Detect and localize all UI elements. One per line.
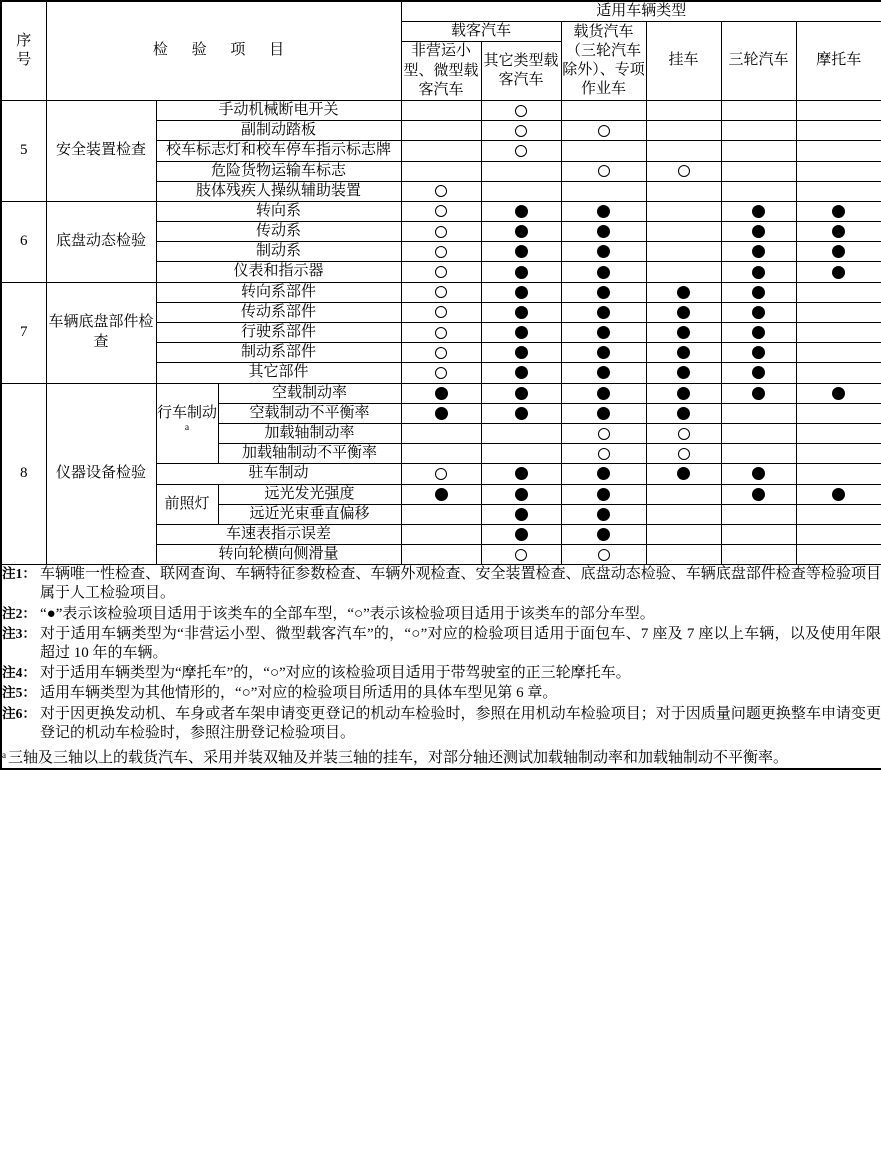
mark-cell-c0	[401, 423, 481, 443]
mark-cell-c2	[561, 222, 646, 242]
mark-cell-c0	[401, 545, 481, 565]
mark-open-icon	[435, 205, 447, 217]
mark-open-icon	[435, 327, 447, 339]
mark-cell-c5	[796, 141, 881, 161]
header-seq: 序号	[1, 1, 46, 100]
note-item	[2, 684, 881, 703]
mark-open-icon	[598, 125, 610, 137]
table-row	[1, 383, 881, 403]
mark-cell-c3	[646, 100, 721, 120]
mark-cell-c2	[561, 343, 646, 363]
mark-full-icon	[752, 205, 765, 218]
mark-full-icon	[677, 306, 690, 319]
mark-cell-c3	[646, 161, 721, 181]
mark-cell-c2	[561, 141, 646, 161]
mark-full-icon	[597, 528, 610, 541]
mark-full-icon	[597, 286, 610, 299]
mark-cell-c5	[796, 121, 881, 141]
mark-cell-c3	[646, 201, 721, 221]
mark-cell-c5	[796, 242, 881, 262]
mark-full-icon	[832, 225, 845, 238]
mark-cell-c4	[721, 100, 796, 120]
notes-cell	[1, 565, 881, 769]
mark-cell-c5	[796, 323, 881, 343]
inspection-item-label: 制动系	[156, 242, 401, 262]
mark-cell-c4	[721, 222, 796, 242]
header-passenger-group: 载客汽车	[401, 22, 561, 42]
inspection-item-label: 副制动踏板	[156, 121, 401, 141]
header-col-other-passenger: 其它类型载客汽车	[481, 42, 561, 101]
mark-cell-c1	[481, 524, 561, 544]
subgroup-label: 行车制动$^a$	[156, 383, 218, 464]
inspection-item-label: 其它部件	[156, 363, 401, 383]
mark-cell-c4	[721, 363, 796, 383]
mark-full-icon	[515, 528, 528, 541]
mark-cell-c4	[721, 161, 796, 181]
mark-cell-c4	[721, 141, 796, 161]
mark-cell-c4	[721, 484, 796, 504]
mark-cell-c4	[721, 403, 796, 423]
mark-cell-c5	[796, 444, 881, 464]
mark-open-icon	[598, 549, 610, 561]
mark-cell-c5	[796, 222, 881, 242]
mark-cell-c1	[481, 464, 561, 484]
mark-cell-c4	[721, 524, 796, 544]
mark-cell-c0	[401, 201, 481, 221]
mark-full-icon	[597, 346, 610, 359]
mark-cell-c1	[481, 302, 561, 322]
mark-cell-c1	[481, 363, 561, 383]
mark-cell-c0	[401, 484, 481, 504]
mark-cell-c3	[646, 545, 721, 565]
note-item	[2, 705, 881, 743]
mark-open-icon	[435, 306, 447, 318]
section-seq-6: 6	[1, 201, 46, 282]
mark-cell-c0	[401, 323, 481, 343]
note-text: 车辆唯一性检查、联网查询、车辆特征参数检查、车辆外观检查、安全装置检查、底盘动态检验、车辆底盘部件检查等检验项目属于人工检验项目。	[39, 566, 881, 602]
mark-full-icon	[515, 346, 528, 359]
mark-full-icon	[752, 326, 765, 339]
mark-full-icon	[752, 225, 765, 238]
mark-cell-c5	[796, 464, 881, 484]
mark-full-icon	[597, 245, 610, 258]
mark-full-icon	[752, 387, 765, 400]
mark-open-icon	[598, 165, 610, 177]
table-footnote	[2, 749, 881, 768]
mark-full-icon	[515, 508, 528, 521]
inspection-item-label: 危险货物运输车标志	[156, 161, 401, 181]
note-item	[2, 565, 881, 603]
mark-full-icon	[515, 286, 528, 299]
mark-cell-c0	[401, 343, 481, 363]
mark-cell-c3	[646, 504, 721, 524]
mark-full-icon	[752, 467, 765, 480]
notes-container	[2, 565, 881, 768]
mark-cell-c0	[401, 403, 481, 423]
mark-cell-c5	[796, 100, 881, 120]
mark-cell-c0	[401, 161, 481, 181]
mark-open-icon	[435, 226, 447, 238]
mark-cell-c1	[481, 423, 561, 443]
mark-full-icon	[597, 488, 610, 501]
mark-full-icon	[515, 306, 528, 319]
inspection-item-label: 行驶系部件	[156, 323, 401, 343]
mark-full-icon	[752, 366, 765, 379]
mark-cell-c3	[646, 383, 721, 403]
note-text: 对于因更换发动机、车身或者车架申请变更登记的机动车检验时，参照在用机动车检验项目；对于因质量问题更换整车申请变更登记的机动车检验时，参照注册登记检验项目。	[39, 705, 881, 741]
mark-full-icon	[435, 488, 448, 501]
header-col-small-passenger: 非营运小型、微型载客汽车	[401, 42, 481, 101]
mark-cell-c1	[481, 242, 561, 262]
mark-cell-c5	[796, 383, 881, 403]
footnote-text: 三轴及三轴以上的载货汽车、采用并装双轴及并装三轴的挂车，对部分轴还测试加载轴制动率和加载轴制动不平衡率。	[8, 749, 789, 766]
mark-cell-c5	[796, 524, 881, 544]
mark-full-icon	[515, 387, 528, 400]
mark-open-icon	[515, 145, 527, 157]
mark-full-icon	[515, 245, 528, 258]
mark-cell-c2	[561, 504, 646, 524]
mark-full-icon	[832, 488, 845, 501]
mark-cell-c3	[646, 222, 721, 242]
mark-cell-c1	[481, 484, 561, 504]
mark-cell-c3	[646, 302, 721, 322]
inspection-item-label: 仪表和指示器	[156, 262, 401, 282]
mark-cell-c2	[561, 545, 646, 565]
mark-cell-c4	[721, 201, 796, 221]
mark-open-icon	[435, 286, 447, 298]
section-group-label: 安全装置检查	[46, 100, 156, 201]
mark-cell-c3	[646, 524, 721, 544]
mark-full-icon	[752, 286, 765, 299]
mark-open-icon	[678, 165, 690, 177]
mark-cell-c5	[796, 282, 881, 302]
mark-cell-c5	[796, 403, 881, 423]
mark-cell-c0	[401, 181, 481, 201]
table-notes	[1, 565, 881, 769]
mark-full-icon	[677, 467, 690, 480]
note-key: 注4：	[2, 665, 36, 681]
mark-cell-c3	[646, 282, 721, 302]
mark-cell-c3	[646, 423, 721, 443]
mark-cell-c2	[561, 423, 646, 443]
mark-cell-c1	[481, 323, 561, 343]
table-header	[1, 1, 881, 100]
mark-cell-c0	[401, 262, 481, 282]
inspection-item-label: 空载制动不平衡率	[218, 403, 401, 423]
mark-full-icon	[515, 366, 528, 379]
mark-open-icon	[435, 367, 447, 379]
mark-full-icon	[597, 205, 610, 218]
inspection-item-label: 校车标志灯和校车停车指示标志牌	[156, 141, 401, 161]
mark-full-icon	[597, 508, 610, 521]
mark-cell-c4	[721, 343, 796, 363]
mark-cell-c3	[646, 323, 721, 343]
mark-cell-c3	[646, 444, 721, 464]
mark-open-icon	[515, 105, 527, 117]
mark-cell-c0	[401, 444, 481, 464]
mark-cell-c2	[561, 181, 646, 201]
mark-cell-c5	[796, 161, 881, 181]
mark-full-icon	[832, 387, 845, 400]
inspection-item-label: 加载轴制动率	[218, 423, 401, 443]
note-text: 适用车辆类型为其他情形的，“○”对应的检验项目所适用的具体车型见第 6 章。	[39, 685, 558, 702]
mark-cell-c1	[481, 343, 561, 363]
header-col-trailer: 挂车	[646, 22, 721, 101]
mark-cell-c4	[721, 383, 796, 403]
note-key: 注3：	[2, 625, 36, 641]
mark-cell-c3	[646, 242, 721, 262]
mark-full-icon	[515, 266, 528, 279]
mark-cell-c3	[646, 141, 721, 161]
mark-cell-c1	[481, 100, 561, 120]
mark-cell-c4	[721, 545, 796, 565]
mark-full-icon	[677, 346, 690, 359]
mark-full-icon	[832, 205, 845, 218]
mark-open-icon	[598, 428, 610, 440]
table-row	[1, 100, 881, 120]
mark-full-icon	[515, 467, 528, 480]
subgroup-label: 前照灯	[156, 484, 218, 524]
mark-cell-c0	[401, 464, 481, 484]
mark-cell-c0	[401, 363, 481, 383]
mark-cell-c2	[561, 302, 646, 322]
table-row	[1, 201, 881, 221]
mark-cell-c4	[721, 423, 796, 443]
mark-cell-c4	[721, 323, 796, 343]
mark-cell-c3	[646, 343, 721, 363]
mark-open-icon	[435, 246, 447, 258]
mark-cell-c5	[796, 262, 881, 282]
inspection-item-label: 传动系	[156, 222, 401, 242]
mark-cell-c4	[721, 444, 796, 464]
mark-full-icon	[435, 387, 448, 400]
note-item	[2, 625, 881, 663]
section-group-label: 仪器设备检验	[46, 383, 156, 565]
mark-cell-c2	[561, 262, 646, 282]
mark-cell-c0	[401, 222, 481, 242]
mark-cell-c5	[796, 504, 881, 524]
mark-cell-c2	[561, 383, 646, 403]
mark-open-icon	[435, 468, 447, 480]
mark-cell-c1	[481, 444, 561, 464]
table-body	[1, 100, 881, 564]
mark-cell-c1	[481, 504, 561, 524]
inspection-item-label: 转向轮横向侧滑量	[156, 545, 401, 565]
mark-open-icon	[435, 185, 447, 197]
mark-cell-c4	[721, 121, 796, 141]
mark-cell-c4	[721, 302, 796, 322]
section-seq-8: 8	[1, 383, 46, 565]
mark-full-icon	[597, 306, 610, 319]
mark-cell-c5	[796, 545, 881, 565]
inspection-item-label: 远近光束垂直偏移	[218, 504, 401, 524]
mark-full-icon	[677, 366, 690, 379]
mark-full-icon	[752, 306, 765, 319]
mark-cell-c2	[561, 282, 646, 302]
header-row-top	[1, 1, 881, 22]
mark-cell-c4	[721, 464, 796, 484]
mark-open-icon	[515, 549, 527, 561]
mark-full-icon	[515, 488, 528, 501]
mark-full-icon	[752, 488, 765, 501]
mark-cell-c3	[646, 181, 721, 201]
inspection-item-label: 转向系	[156, 201, 401, 221]
mark-cell-c0	[401, 504, 481, 524]
mark-cell-c3	[646, 363, 721, 383]
mark-cell-c1	[481, 181, 561, 201]
inspection-item-label: 空载制动率	[218, 383, 401, 403]
subgroup-footnote-marker: a	[184, 423, 190, 434]
mark-cell-c1	[481, 201, 561, 221]
mark-cell-c4	[721, 504, 796, 524]
mark-full-icon	[597, 407, 610, 420]
header-col-three-wheel: 三轮汽车	[721, 22, 796, 101]
table-row	[1, 282, 881, 302]
mark-open-icon	[435, 347, 447, 359]
mark-cell-c1	[481, 121, 561, 141]
mark-cell-c2	[561, 242, 646, 262]
mark-cell-c2	[561, 363, 646, 383]
mark-cell-c0	[401, 302, 481, 322]
mark-open-icon	[598, 448, 610, 460]
mark-cell-c0	[401, 524, 481, 544]
mark-full-icon	[677, 286, 690, 299]
mark-full-icon	[677, 326, 690, 339]
section-seq-7: 7	[1, 282, 46, 383]
mark-cell-c3	[646, 121, 721, 141]
mark-full-icon	[597, 266, 610, 279]
mark-cell-c3	[646, 262, 721, 282]
section-group-label: 车辆底盘部件检查	[46, 282, 156, 383]
mark-full-icon	[515, 326, 528, 339]
mark-cell-c5	[796, 423, 881, 443]
mark-full-icon	[832, 245, 845, 258]
mark-cell-c2	[561, 121, 646, 141]
mark-cell-c2	[561, 201, 646, 221]
mark-cell-c0	[401, 141, 481, 161]
inspection-item-label: 手动机械断电开关	[156, 100, 401, 120]
mark-cell-c0	[401, 100, 481, 120]
mark-full-icon	[597, 366, 610, 379]
mark-cell-c5	[796, 201, 881, 221]
mark-open-icon	[515, 125, 527, 137]
mark-open-icon	[678, 448, 690, 460]
section-group-label: 底盘动态检验	[46, 201, 156, 282]
mark-full-icon	[435, 407, 448, 420]
mark-cell-c1	[481, 141, 561, 161]
mark-cell-c2	[561, 161, 646, 181]
mark-cell-c2	[561, 403, 646, 423]
inspection-item-label: 传动系部件	[156, 302, 401, 322]
mark-cell-c3	[646, 464, 721, 484]
mark-cell-c1	[481, 383, 561, 403]
mark-cell-c5	[796, 484, 881, 504]
mark-cell-c1	[481, 545, 561, 565]
mark-cell-c0	[401, 121, 481, 141]
mark-cell-c4	[721, 181, 796, 201]
mark-open-icon	[678, 428, 690, 440]
inspection-item-label: 制动系部件	[156, 343, 401, 363]
mark-full-icon	[597, 467, 610, 480]
mark-full-icon	[752, 245, 765, 258]
mark-full-icon	[515, 205, 528, 218]
mark-full-icon	[597, 326, 610, 339]
mark-cell-c3	[646, 484, 721, 504]
inspection-item-label: 加载轴制动不平衡率	[218, 444, 401, 464]
mark-cell-c0	[401, 242, 481, 262]
mark-full-icon	[752, 346, 765, 359]
footnote-marker: a	[2, 749, 6, 760]
mark-full-icon	[597, 387, 610, 400]
mark-full-icon	[832, 266, 845, 279]
mark-cell-c5	[796, 343, 881, 363]
mark-cell-c1	[481, 403, 561, 423]
inspection-item-label: 远光发光强度	[218, 484, 401, 504]
inspection-item-label: 车速表指示误差	[156, 524, 401, 544]
note-text: 对于适用车辆类型为“摩托车”的，“○”对应的该检验项目适用于带驾驶室的正三轮摩托车。	[39, 665, 631, 682]
note-text: “●”表示该检验项目适用于该类车的全部车型，“○”表示该检验项目适用于该类车的部分车型。	[39, 605, 655, 622]
mark-cell-c5	[796, 302, 881, 322]
note-item	[2, 605, 881, 624]
mark-full-icon	[597, 225, 610, 238]
inspection-item-label: 驻车制动	[156, 464, 401, 484]
mark-cell-c0	[401, 282, 481, 302]
header-vehicle-types: 适用车辆类型	[401, 1, 881, 22]
mark-cell-c0	[401, 383, 481, 403]
section-seq-5: 5	[1, 100, 46, 201]
note-key: 注1：	[2, 566, 36, 582]
note-item	[2, 664, 881, 683]
mark-cell-c1	[481, 161, 561, 181]
header-inspection-item: 检 验 项 目	[46, 1, 401, 100]
inspection-item-label: 肢体残疾人操纵辅助装置	[156, 181, 401, 201]
mark-cell-c5	[796, 363, 881, 383]
mark-cell-c2	[561, 100, 646, 120]
header-col-motorcycle: 摩托车	[796, 22, 881, 101]
mark-full-icon	[752, 266, 765, 279]
mark-cell-c3	[646, 403, 721, 423]
mark-cell-c2	[561, 323, 646, 343]
header-col-cargo: 载货汽车（三轮汽车除外）、专项作业车	[561, 22, 646, 101]
mark-cell-c4	[721, 282, 796, 302]
mark-cell-c4	[721, 242, 796, 262]
mark-full-icon	[515, 407, 528, 420]
mark-cell-c2	[561, 524, 646, 544]
mark-cell-c4	[721, 262, 796, 282]
mark-full-icon	[677, 407, 690, 420]
mark-cell-c1	[481, 222, 561, 242]
mark-full-icon	[515, 225, 528, 238]
note-key: 注5：	[2, 685, 36, 701]
note-key: 注2：	[2, 605, 36, 621]
mark-cell-c5	[796, 181, 881, 201]
mark-cell-c1	[481, 262, 561, 282]
note-key: 注6：	[2, 705, 36, 721]
mark-cell-c1	[481, 282, 561, 302]
mark-cell-c2	[561, 484, 646, 504]
mark-cell-c2	[561, 464, 646, 484]
mark-full-icon	[677, 387, 690, 400]
mark-open-icon	[435, 266, 447, 278]
notes-row	[1, 565, 881, 769]
inspection-item-label: 转向系部件	[156, 282, 401, 302]
note-text: 对于适用车辆类型为“非营运小型、微型载客汽车”的，“○”对应的检验项目适用于面包车、7 座及 7 座以上车辆，以及使用年限超过 10 年的车辆。	[39, 625, 881, 661]
mark-cell-c2	[561, 444, 646, 464]
